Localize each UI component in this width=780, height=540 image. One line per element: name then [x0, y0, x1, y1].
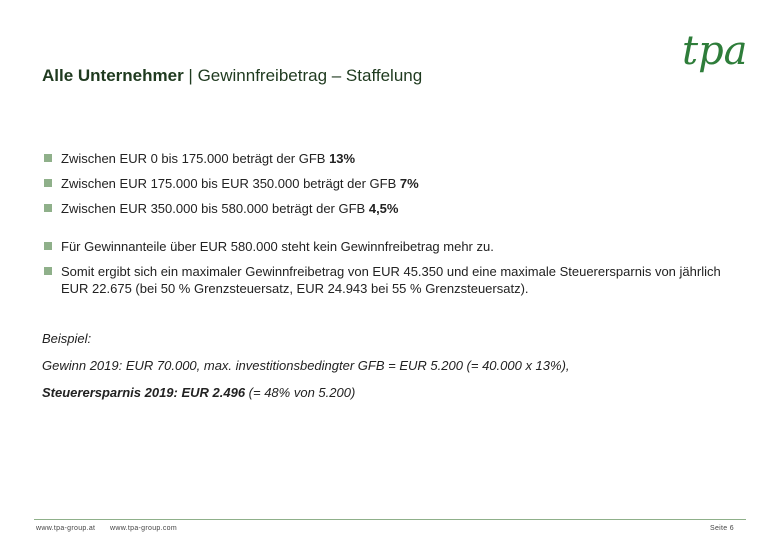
page-title — [42, 66, 422, 86]
bullet-square-icon — [44, 204, 52, 212]
footer-link-at[interactable]: www.tpa-group.at — [36, 525, 96, 532]
bullet-text: Zwischen EUR 0 bis 175.000 beträgt der GFB — [61, 151, 330, 166]
example-savings-rest: (= 48% von 5.200) — [245, 385, 356, 400]
page-number: Seite 6 — [710, 525, 734, 532]
bullet-text: Zwischen EUR 175.000 bis EUR 350.000 beträgt der GFB — [61, 176, 400, 191]
bullet-item — [44, 175, 734, 192]
bullet-square-icon — [44, 154, 52, 162]
bullet-text: Für Gewinnanteile über EUR 580.000 steht kein Gewinnfreibetrag mehr zu. — [61, 239, 494, 254]
footer-link-com[interactable]: www.tpa-group.com — [110, 525, 177, 532]
title-rest: | Gewinnfreibetrag – Staffelung — [183, 66, 423, 85]
title-bold: Alle Unternehmer — [42, 66, 184, 85]
logo-text: tpa — [682, 28, 748, 74]
bullet-square-icon — [44, 242, 52, 250]
bullet-item — [44, 200, 734, 217]
bullet-text: Somit ergibt sich ein maximaler Gewinnfreibetrag von EUR 45.350 und eine maximale Steuerersparnis von jährlich EUR 22.675 (bei 50 % Grenzsteuersatz, EUR 24.943 bei 55 % Grenzsteuersatz). — [61, 264, 721, 296]
example-line-2 — [42, 384, 570, 401]
tpa-logo — [680, 24, 756, 86]
bullet-text: Zwischen EUR 350.000 bis 580.000 beträgt der GFB — [61, 201, 369, 216]
example-block — [42, 330, 570, 411]
bullet-emphasis: 4,5% — [368, 201, 399, 216]
bullet-item — [44, 150, 734, 167]
bullet-square-icon — [44, 267, 52, 275]
example-savings-bold: Steuerersparnis 2019: EUR 2.496 — [42, 385, 246, 400]
bullet-emphasis: 7% — [399, 176, 419, 191]
bullet-square-icon — [44, 179, 52, 187]
example-label: Beispiel: — [42, 331, 92, 346]
bullet-item — [44, 263, 734, 297]
bullet-item — [44, 238, 734, 255]
example-line-1: Gewinn 2019: EUR 70.000, max. investitionsbedingter GFB = EUR 5.200 (= 40.000 x 13%), — [42, 358, 570, 373]
bullet-emphasis: 13% — [329, 151, 356, 166]
bullet-list — [44, 150, 734, 297]
footer-divider — [34, 519, 746, 520]
